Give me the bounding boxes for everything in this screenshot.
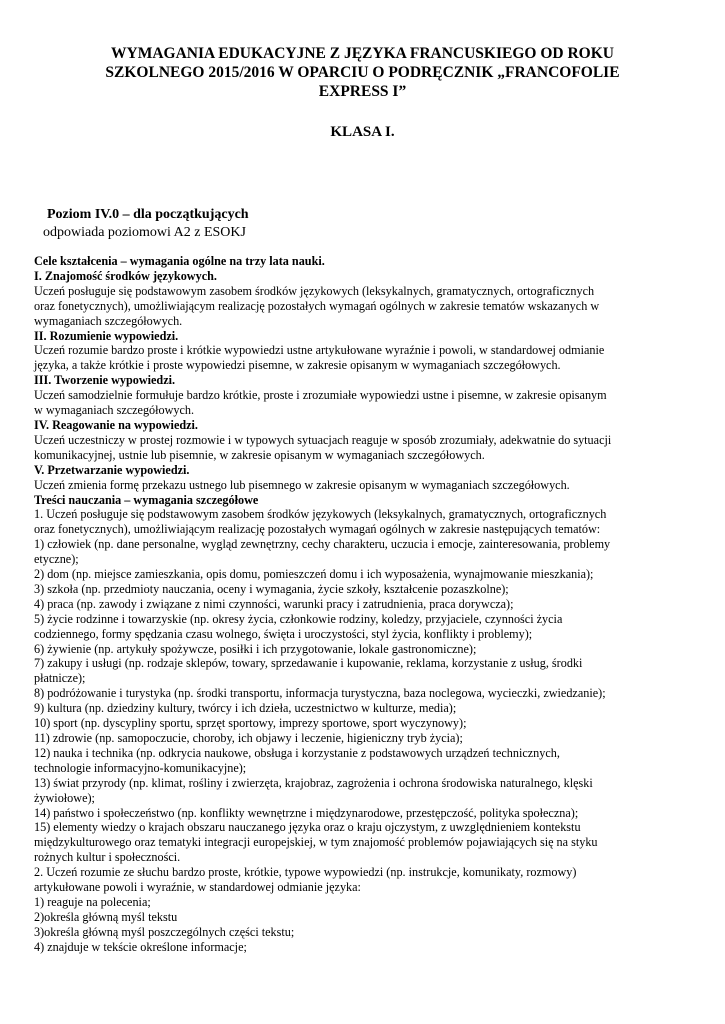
body-text-line: 3) szkoła (np. przedmioty nauczania, oceny i wymagania, życie szkoły, kształcenie pozaszkolne); [34, 581, 509, 596]
level-heading: Poziom IV.0 – dla początkujących [47, 207, 249, 222]
body-text-line: 3)określa główną myśl poszczególnych części tekstu; [34, 924, 295, 939]
title-line: WYMAGANIA EDUKACYJNE Z JĘZYKA FRANCUSKIEGO OD ROKU [111, 45, 614, 62]
level-equivalence: odpowiada poziomowi A2 z ESOKJ [43, 225, 246, 240]
body-text-line: w wymaganiach szczegółowych. [34, 403, 195, 418]
body-text-line: codziennego, formy spędzania czasu wolnego, święta i uroczystości, styl życia, konflikty i problemy); [34, 626, 533, 641]
body-text-line: etyczne); [34, 552, 79, 567]
body-text-line: 9) kultura (np. dziedziny kultury, twórcy i ich dzieła, uczestnictwo w kulturze, media); [34, 701, 457, 716]
body-text-line: oraz fonetycznych), umożliwiającym realizację pozostałych wymagań ogólnych w zakresie tematów wskazanych w [34, 298, 600, 313]
document-body [34, 254, 706, 955]
body-text-line: 6) żywienie (np. artykuły spożywcze, posiłki i ich przygotowanie, lokale gastronomiczne); [34, 641, 477, 656]
body-text-line: 2. Uczeń rozumie ze słuchu bardzo proste, krótkie, typowe wypowiedzi (np. instrukcje, komunikaty, rozmowy) [34, 865, 577, 880]
body-text-line: komunikacyjnej, ustnie lub pisemnie, w zakresie opisanym w wymaganiach szczegółowych. [34, 447, 485, 462]
body-text-line: 2)określa główną myśl tekstu [34, 909, 178, 924]
body-text-line: artykułowane powoli i wyraźnie, w standardowej odmianie języka: [34, 880, 361, 895]
document-title [40, 44, 685, 101]
body-text-line: języka, a także krótkie i proste wypowiedzi pisemne, w zakresie opisanym w wymaganiach szczegółowych. [34, 358, 561, 373]
section-heading-line: Treści nauczania – wymagania szczegółowe [34, 492, 259, 507]
body-text-line: 5) życie rodzinne i towarzyskie (np. okresy życia, członkowie rodziny, koledzy, przyjaciele, czynności życia [34, 611, 563, 626]
section-heading-line: I. Znajomość środków językowych. [34, 268, 217, 283]
body-text-line: 11) zdrowie (np. samopoczucie, choroby, ich objawy i leczenie, higieniczny tryb życia); [34, 731, 463, 745]
body-text-line: 1. Uczeń posługuje się podstawowym zasobem środków językowych (leksykalnych, gramatycznych, ortograficznych [34, 507, 607, 522]
body-text-line: wymaganiach szczegółowych. [34, 313, 183, 328]
body-text-line: 1) człowiek (np. dane personalne, wygląd zewnętrzny, cechy charakteru, uczucia i emocje, zainteresowania, problemy [34, 537, 611, 552]
class-heading: KLASA I. [330, 124, 395, 140]
body-text-line: 15) elementy wiedzy o krajach obszaru nauczanego języka oraz o kraju ojczystym, z uwzględnieniem kontekstu [34, 820, 581, 835]
body-text-line: Uczeń uczestniczy w prostej rozmowie i w typowych sytuacjach reaguje w sposób zrozumiały, adekwatnie do sytuacji [34, 432, 612, 447]
body-text-line: rożnych kultur i społeczności. [34, 850, 181, 865]
body-text-line: 2) dom (np. miejsce zamieszkania, opis domu, pomieszczeń domu i ich wyposażenia, wynajmowanie mieszkania); [34, 567, 594, 582]
body-text-line: 10) sport (np. dyscypliny sportu, sprzęt sportowy, imprezy sportowe, sport wyczynowy); [34, 716, 467, 731]
body-text-line: oraz fonetycznych), umożliwiającym realizację pozostałych wymagań ogólnych w zakresie następujących tematów: [34, 522, 601, 537]
body-text-line: 13) świat przyrody (np. klimat, rośliny i zwierzęta, krajobraz, zagrożenia i ochrona środowiska naturalnego, klęski [34, 775, 593, 790]
section-heading-line: III. Tworzenie wypowiedzi. [34, 373, 176, 388]
body-text-line: Uczeń zmienia formę przekazu ustnego lub pisemnego w zakresie opisanym w wymaganiach szczegółowych. [34, 477, 570, 492]
body-text-line: 12) nauka i technika (np. odkrycia naukowe, obsługa i korzystanie z podstawowych urządzeń technicznych, [34, 745, 560, 760]
title-line: EXPRESS I” [318, 83, 407, 100]
body-text-line: 4) praca (np. zawody i związane z nimi czynności, warunki pracy i zatrudnienia, praca dorywcza); [34, 596, 514, 611]
body-text-line: technologie informacyjno-komunikacyjne); [34, 760, 247, 775]
body-text-line: płatnicze); [34, 671, 86, 686]
title-line: SZKOLNEGO 2015/2016 W OPARCIU O PODRĘCZNIK „FRANCOFOLIE [105, 64, 620, 81]
body-text-line: Uczeń rozumie bardzo proste i krótkie wypowiedzi ustne artykułowane wyraźnie i powoli, w standardowej odmianie [34, 343, 605, 358]
body-text-line: Uczeń samodzielnie formułuje bardzo krótkie, proste i zrozumiałe wypowiedzi ustne i pisemne, w zakresie opisanym [34, 388, 607, 403]
body-text-line: 14) państwo i społeczeństwo (np. konflikty wewnętrzne i międzynarodowe, przestępczość, polityka społeczna); [34, 805, 579, 820]
body-text-line: 8) podróżowanie i turystyka (np. środki transportu, informacja turystyczna, baza noclegowa, wycieczki, zwiedzanie); [34, 686, 606, 701]
body-text-line: żywiołowe); [34, 790, 95, 805]
body-text-line: 4) znajduje w tekście określone informacje; [34, 939, 247, 954]
body-text-line: międzykulturowego oraz tematyki integracji europejskiej, w tym znajomość problemów pojawiających się na styku [34, 835, 598, 850]
section-heading-line: IV. Reagowanie na wypowiedzi. [34, 417, 198, 432]
body-text-line: 1) reaguje na polecenia; [34, 894, 151, 909]
body-text-line: 7) zakupy i usługi (np. rodzaje sklepów, towary, sprzedawanie i kupowanie, reklama, korzystanie z usług, środki [34, 656, 583, 671]
section-heading-line: V. Przetwarzanie wypowiedzi. [34, 462, 190, 477]
section-heading-line: II. Rozumienie wypowiedzi. [34, 328, 179, 343]
section-heading-line: Cele kształcenia – wymagania ogólne na trzy lata nauki. [34, 254, 325, 268]
body-text-line: Uczeń posługuje się podstawowym zasobem środków językowych (leksykalnych, gramatycznych, ortograficznych [34, 283, 595, 298]
